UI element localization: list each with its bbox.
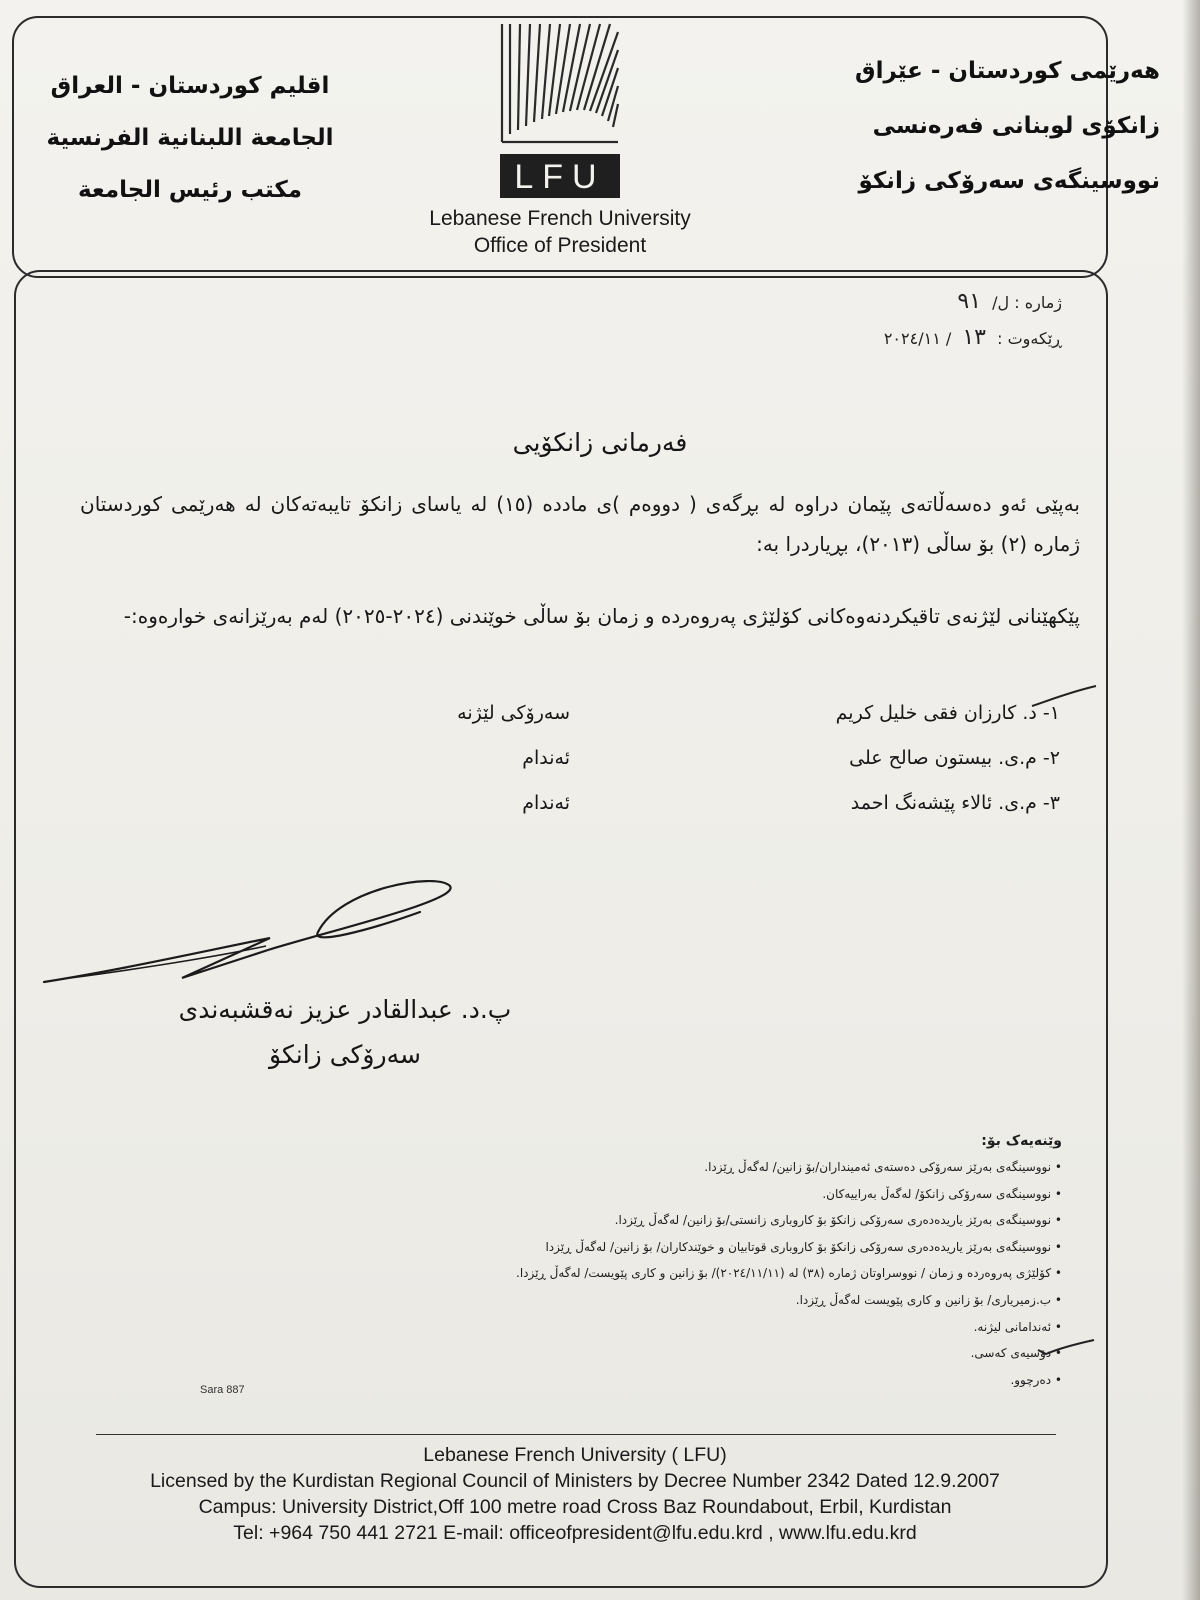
letterhead-english-office: Office of President (473, 234, 647, 257)
member-role: سەرۆکی لێژنە (457, 702, 570, 724)
footer-contact: Tel: +964 750 441 2721 E-mail: officeofpresident@lfu.edu.krd , www.lfu.edu.krd (233, 1522, 917, 1544)
letterhead-arabic-office: مكتب رئيس الجامعة (77, 177, 303, 203)
footer-divider (96, 1434, 1056, 1435)
footer-address: Campus: University District,Off 100 metre road Cross Baz Roundabout, Erbil, Kurdistan (198, 1496, 952, 1518)
letterhead-arabic-university: الجامعة اللبنانية الفرنسية (46, 125, 334, 151)
letterhead-kurdish (820, 44, 1160, 209)
lfu-logo (500, 22, 620, 202)
letterhead-english-university: Lebanese French University (429, 207, 691, 230)
copies-heading: وێنەیەک بۆ: (981, 1133, 1062, 1149)
footer-university: Lebanese French University ( LFU) (423, 1444, 727, 1466)
copy-recipient: • نووسینگەی بەرێز سەرۆکی دەستەی ئەمینداران/بۆ زانین/ لەگەڵ ڕێزدا. (362, 1154, 1062, 1181)
reference-number-value: ٩١ (957, 289, 982, 314)
logo-wordmark: LFU (514, 158, 606, 196)
letterhead-arabic-region: اقليم كوردستان - العراق (50, 73, 330, 99)
copies-list (362, 1128, 1062, 1393)
letterhead-english (380, 205, 740, 259)
copy-recipient: • نووسینگەی سەرۆکی زانکۆ/ لەگەڵ بەراییەکان. (362, 1181, 1062, 1208)
letterhead-arabic (40, 60, 340, 216)
reference-date (762, 320, 1062, 356)
check-mark-icon (1030, 682, 1100, 712)
document-title: فەرمانی زانکۆیی (512, 428, 688, 457)
reference-date-label: ڕێکەوت : (997, 329, 1062, 348)
typist-initials: Sara 887 (200, 1384, 245, 1396)
member-row (0, 792, 1200, 837)
footer-license: Licensed by the Kurdistan Regional Council of Ministers by Decree Number 2342 Dated 12.9.2007 (150, 1470, 1000, 1492)
president-signature (40, 880, 480, 1000)
reference-number-label: ژمارە : (1014, 293, 1062, 312)
signatory-name: پ.د. عبدالقادر عزیز نەقشبەندی (178, 995, 512, 1024)
member-name: ٢- م.ی. بیستون صالح علی (849, 747, 1060, 769)
reference-date-rest: / ٢٠٢٤/١١ (883, 329, 952, 348)
reference-number-prefix: ل/ (992, 293, 1010, 312)
copy-recipient: • ئەندامانی لیژنە. (362, 1314, 1062, 1341)
reference-block (762, 284, 1062, 356)
copy-recipient: • دەرچوو. (362, 1367, 1062, 1394)
decision-body: پێکهێنانی لێژنەی تاقیکردنەوەکانی کۆلێژی پەروەردە و زمان بۆ ساڵی خوێندنی (٢٠٢٤-٢٠٢٥) لەم بەرێزانەی خوارەوە:- (123, 604, 1080, 628)
member-name: ١- د. کارزان فقی خلیل کریم (835, 702, 1060, 724)
letterhead-kurdish-university: زانکۆی لوبنانی فەرەنسی (872, 113, 1160, 139)
letter-footer (60, 1442, 1090, 1546)
member-row (0, 747, 1200, 792)
copy-recipient: • دۆسیەی کەسی. (362, 1340, 1062, 1367)
copy-recipient: • نووسینگەی بەرێز یاریدەدەری سەرۆکی زانکۆ بۆ کاروباری قوتابیان و خوێندکاران/ بۆ زانین/ لەگەڵ ڕێزدا (362, 1234, 1062, 1261)
member-role: ئەندام (522, 792, 570, 814)
decision-preamble: بەپێی ئەو دەسەڵاتەی پێمان دراوە لە بڕگەی ( دووەم )ی ماددە (١٥) لە یاسای زانکۆ تایبەتەکان لە هەرێمی کوردستان ژمارە (٢) بۆ ساڵی (٢٠١٣)، بڕیاردرا بە: (80, 492, 1080, 556)
letterhead-kurdish-region: هەرێمی کوردستان - عێراق (855, 58, 1160, 84)
member-role: ئەندام (522, 747, 570, 769)
committee-members (0, 702, 1200, 837)
copy-recipient: • نووسینگەی بەرێز یاریدەدەری سەرۆکی زانکۆ بۆ کاروباری زانستی/بۆ زانین/ لەگەڵ ڕێزدا. (362, 1207, 1062, 1234)
reference-date-day: ١٣ (962, 325, 986, 350)
signatory-title: سەرۆکی زانکۆ (269, 1040, 421, 1069)
letterhead-kurdish-office: نووسینگەی سەرۆکی زانکۆ (858, 168, 1160, 194)
member-row (0, 702, 1200, 747)
reference-number (762, 284, 1062, 320)
copy-recipient: • ب.زمیریاری/ بۆ زانین و کاری پێویست لەگەڵ ڕێزدا. (362, 1287, 1062, 1314)
member-name: ٣- م.ی. ئالاء پێشەنگ احمد (850, 792, 1060, 814)
check-mark-icon (1036, 1338, 1096, 1358)
copy-recipient: • کۆلێژی پەروەردە و زمان / نووسراوتان ژمارە (٣٨) لە (٢٠٢٤/١١/١١)/ بۆ زانین و کاری پێویست/ لەگەڵ ڕێزدا. (362, 1260, 1062, 1287)
